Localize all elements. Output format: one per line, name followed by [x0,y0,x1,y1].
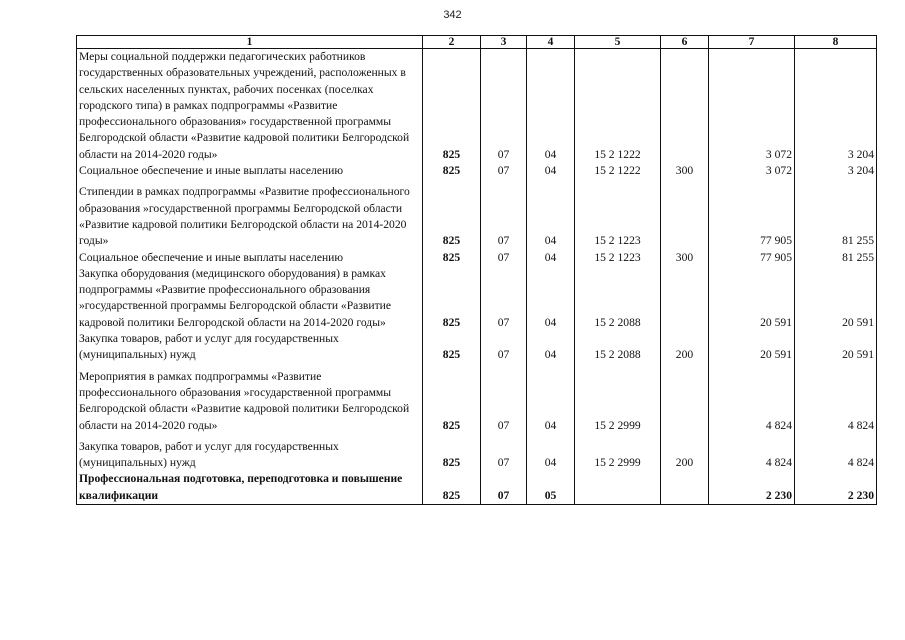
row-name: Профессиональная подготовка, переподготовка и повышение квалификации [77,471,423,504]
subsection-code: 04 [527,250,575,266]
admin-code: 825 [423,364,481,434]
section-code: 07 [481,250,527,266]
target-code: 15 2 1222 [575,163,661,179]
budget-table-container [76,35,876,505]
sum-year-2: 4 824 [795,364,877,434]
table-row [77,364,877,434]
subsection-code: 04 [527,364,575,434]
section-code: 07 [481,471,527,504]
expense-type-code: 300 [661,163,709,179]
sum-year-1: 4 824 [709,434,795,472]
expense-type-code: 200 [661,434,709,472]
section-code: 07 [481,266,527,331]
sum-year-1: 3 072 [709,49,795,164]
target-code [575,471,661,504]
budget-table [76,35,877,505]
target-code: 15 2 2999 [575,364,661,434]
target-code: 15 2 1223 [575,179,661,249]
table-row [77,163,877,179]
section-code: 07 [481,49,527,164]
section-code: 07 [481,179,527,249]
expense-type-code [661,471,709,504]
column-header-3: 3 [481,36,527,49]
admin-code: 825 [423,250,481,266]
admin-code: 825 [423,331,481,364]
row-name: Мероприятия в рамках подпрограммы «Развитие профессионального образования »государственной программы Белгородской области «Развитие кадровой политики Белгородской области на 2014-2020 годы» [77,364,423,434]
sum-year-2: 3 204 [795,163,877,179]
table-row [77,331,877,364]
row-name: Меры социальной поддержки педагогических работников государственных образовательных учреждений, расположенных в сельских населенных пунктах, рабочих посенках (поселках городского типа) в рамках подпрограммы «Развитие профессионального образования» государственной программы Белгородской области «Развитие кадровой политики Белгородской области на 2014-2020 годы» [77,49,423,164]
table-row [77,266,877,331]
row-name: Закупка товаров, работ и услуг для государственных (муниципальных) нужд [77,434,423,472]
page-number: 342 [443,9,462,21]
table-row [77,250,877,266]
column-header-7: 7 [709,36,795,49]
table-row-section-total [77,471,877,504]
sum-year-1: 20 591 [709,331,795,364]
sum-year-1: 2 230 [709,471,795,504]
row-name: Закупка оборудования (медицинского оборудования) в рамках подпрограммы «Развитие профессионального образования »государственной программы Белгородской области «Развитие кадровой политики Белгородской области на 2014-2020 годы» [77,266,423,331]
table-row [77,179,877,249]
column-header-1: 1 [77,36,423,49]
expense-type-code: 300 [661,250,709,266]
column-header-8: 8 [795,36,877,49]
subsection-code: 04 [527,266,575,331]
expense-type-code [661,266,709,331]
expense-type-code [661,364,709,434]
row-name: Социальное обеспечение и иные выплаты населению [77,250,423,266]
table-row [77,434,877,472]
header-row [77,36,877,49]
subsection-code: 05 [527,471,575,504]
target-code: 15 2 1222 [575,49,661,164]
sum-year-2: 20 591 [795,266,877,331]
sum-year-2: 4 824 [795,434,877,472]
column-header-5: 5 [575,36,661,49]
sum-year-1: 4 824 [709,364,795,434]
section-code: 07 [481,434,527,472]
admin-code: 825 [423,179,481,249]
section-code: 07 [481,163,527,179]
subsection-code: 04 [527,331,575,364]
sum-year-2: 2 230 [795,471,877,504]
table-row [77,49,877,164]
sum-year-1: 3 072 [709,163,795,179]
sum-year-2: 81 255 [795,179,877,249]
expense-type-code [661,179,709,249]
sum-year-2: 3 204 [795,49,877,164]
target-code: 15 2 2088 [575,266,661,331]
target-code: 15 2 1223 [575,250,661,266]
row-name: Социальное обеспечение и иные выплаты населению [77,163,423,179]
expense-type-code: 200 [661,331,709,364]
expense-type-code [661,49,709,164]
column-header-4: 4 [527,36,575,49]
admin-code: 825 [423,49,481,164]
target-code: 15 2 2999 [575,434,661,472]
sum-year-2: 20 591 [795,331,877,364]
admin-code: 825 [423,471,481,504]
column-header-2: 2 [423,36,481,49]
admin-code: 825 [423,266,481,331]
sum-year-1: 77 905 [709,250,795,266]
sum-year-2: 81 255 [795,250,877,266]
admin-code: 825 [423,434,481,472]
target-code: 15 2 2088 [575,331,661,364]
section-code: 07 [481,364,527,434]
section-code: 07 [481,331,527,364]
admin-code: 825 [423,163,481,179]
subsection-code: 04 [527,163,575,179]
row-name: Закупка товаров, работ и услуг для государственных (муниципальных) нужд [77,331,423,364]
column-header-6: 6 [661,36,709,49]
row-name: Стипендии в рамках подпрограммы «Развитие профессионального образования »государственной программы Белгородской области «Развитие кадровой политики Белгородской области на 2014-2020 годы» [77,179,423,249]
sum-year-1: 77 905 [709,179,795,249]
subsection-code: 04 [527,49,575,164]
sum-year-1: 20 591 [709,266,795,331]
subsection-code: 04 [527,179,575,249]
subsection-code: 04 [527,434,575,472]
